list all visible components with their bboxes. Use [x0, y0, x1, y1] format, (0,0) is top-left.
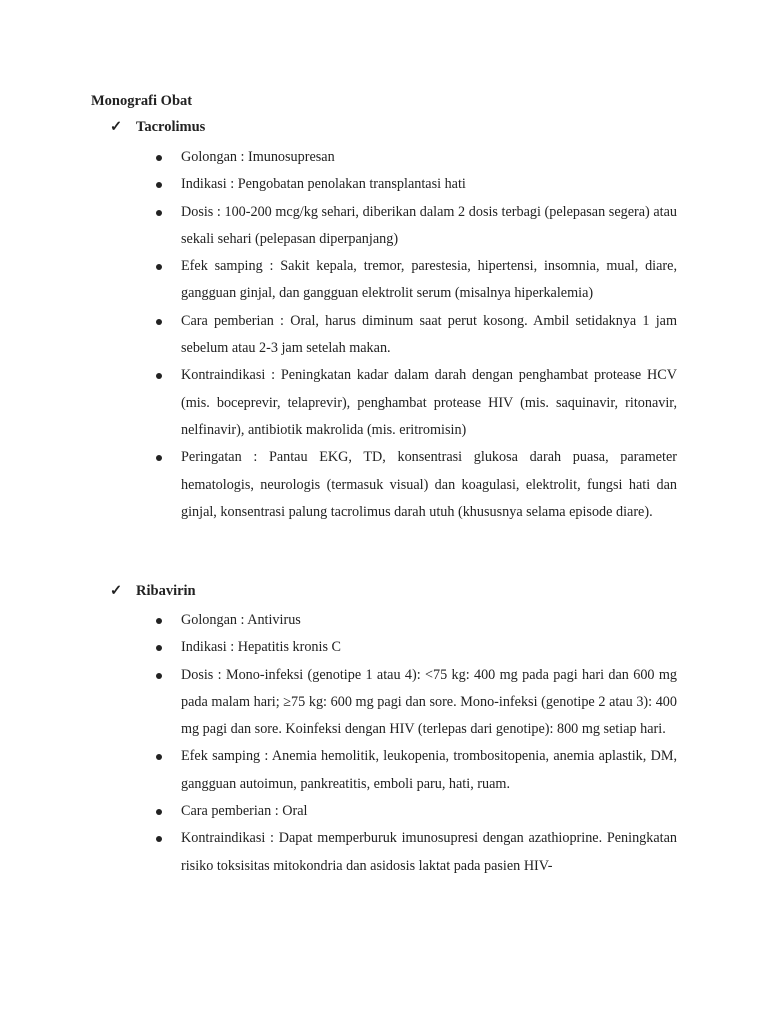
list-item: Kontraindikasi : Dapat memperburuk imunosupresi dengan azathioprine. Peningkatan risiko toksisitas mitokondria dan asidosis laktat pada pasien HIV-	[0, 825, 677, 880]
bullet-icon	[156, 373, 162, 379]
bullet-icon	[156, 809, 162, 815]
list-item: Golongan : Antivirus	[0, 607, 677, 634]
bullet-icon	[156, 673, 162, 679]
bullet-icon	[156, 455, 162, 461]
bullet-icon	[156, 645, 162, 651]
list-item: Cara pemberian : Oral	[0, 798, 677, 825]
bullet-icon	[156, 836, 162, 842]
list-item: Golongan : Imunosupresan	[0, 144, 677, 171]
list-item: Indikasi : Hepatitis kronis C	[0, 634, 677, 661]
bullet-icon	[156, 264, 162, 270]
list-item: Indikasi : Pengobatan penolakan transplantasi hati	[0, 171, 677, 198]
drug-heading	[110, 119, 205, 136]
drug-heading	[110, 583, 196, 600]
list-item: Efek samping : Sakit kepala, tremor, parestesia, hipertensi, insomnia, mual, diare, gangguan ginjal, dan gangguan elektrolit serum (misalnya hiperkalemia)	[0, 253, 677, 308]
document-title: Monografi Obat	[91, 93, 193, 109]
bullet-icon	[156, 210, 162, 216]
list-item: Kontraindikasi : Peningkatan kadar dalam darah dengan penghambat protease HCV (mis. boceprevir, telaprevir), penghambat protease HIV (mis. saquinavir, ritonavir, nelfinavir), antibiotik makrolida (mis. eritromisin)	[0, 362, 677, 444]
list-item: Dosis : Mono-infeksi (genotipe 1 atau 4): <75 kg: 400 mg pada pagi hari dan 600 mg pada malam hari; ≥75 kg: 600 mg pagi dan sore. Mono-infeksi (genotipe 2 atau 3): 400 mg pagi dan sore. Koinfeksi dengan HIV (terlepas dari genotipe): 800 mg setiap hari.	[0, 662, 677, 744]
bullet-icon	[156, 155, 162, 161]
checkmark-icon: ✓	[110, 583, 123, 599]
drug-item-list	[0, 607, 768, 880]
bullet-icon	[156, 754, 162, 760]
list-item: Efek samping : Anemia hemolitik, leukopenia, trombositopenia, anemia aplastik, DM, gangguan autoimun, pankreatitis, emboli paru, hati, ruam.	[0, 743, 677, 798]
bullet-icon	[156, 319, 162, 325]
bullet-icon	[156, 182, 162, 188]
list-item: Dosis : 100-200 mcg/kg sehari, diberikan dalam 2 dosis terbagi (pelepasan segera) atau sekali sehari (pelepasan diperpanjang)	[0, 199, 677, 254]
checkmark-icon: ✓	[110, 119, 123, 135]
list-item: Peringatan : Pantau EKG, TD, konsentrasi glukosa darah puasa, parameter hematologis, neurologis (termasuk visual) dan koagulasi, elektrolit, fungsi hati dan ginjal, konsentrasi palung tacrolimus darah utuh (khususnya selama episode diare).	[0, 444, 677, 526]
drug-name: Tacrolimus	[136, 119, 206, 135]
list-item: Cara pemberian : Oral, harus diminum saat perut kosong. Ambil setidaknya 1 jam sebelum atau 2-3 jam setelah makan.	[0, 308, 677, 363]
drug-name: Ribavirin	[136, 583, 196, 599]
bullet-icon	[156, 618, 162, 624]
drug-item-list	[0, 144, 768, 526]
